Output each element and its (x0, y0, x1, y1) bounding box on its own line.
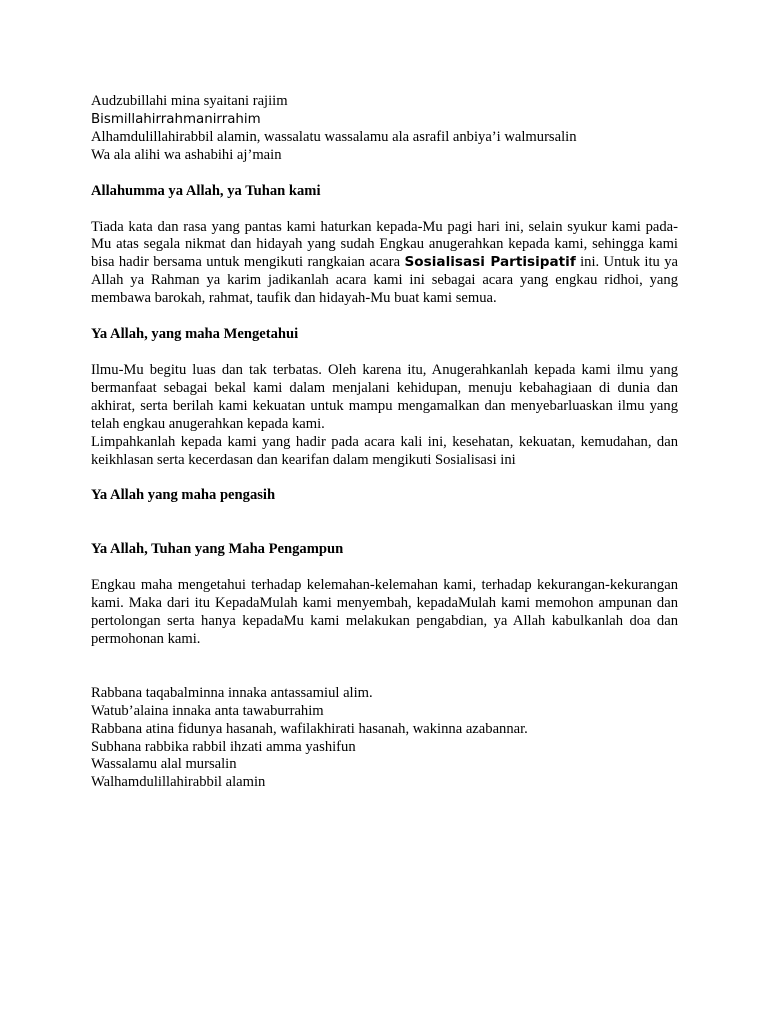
opening-block (91, 93, 678, 165)
closing-line-2: Watub’alaina innaka anta tawaburrahim (91, 702, 324, 719)
section-1-text-b: ini. Untuk itu ya Allah ya Rahman ya karim jadikanlah acara kami ini sebagai acara yang engkau ridhoi, yang membawa barokah, rahmat, taufik dan hidayah-Mu buat kami semua. (91, 254, 678, 307)
opening-line-1: Audzubillahi mina syaitani rajiim (91, 93, 288, 109)
section-1-bold-text: Sosialisasi Partisipatif (404, 254, 576, 271)
closing-line-6: Walhamdulillahirabbil alamin (91, 774, 266, 791)
section-4-heading: Ya Allah, Tuhan yang Maha Pengampun (91, 541, 344, 558)
section-1-text-a: Tiada kata dan rasa yang pantas kami haturkan kepada-Mu pagi hari ini, selain syukur kami pada-Mu atas segala nikmat dan hidayah yang sudah Engkau anugerahkan kepada kami, sehingga kami bisa hadir bersama untuk mengikuti rangkaian acara (91, 218, 678, 271)
section-2-heading: Ya Allah, yang maha Mengetahui (91, 326, 299, 343)
closing-line-4: Subhana rabbika rabbil ihzati amma yashifun (91, 738, 356, 755)
section-2-paragraph-1: Ilmu-Mu begitu luas dan tak terbatas. Oleh karena itu, Anugerahkanlah kepada kami ilmu yang bermanfaat sebagai bekal kami dalam menjalani kehidupan, menuju kebahagiaan di dunia dan akhirat, serta berilah kami kekuatan untuk mampu mengamalkan dan menyebarluaskan ilmu yang telah engkau anugerahkan kepada kami. (91, 361, 678, 432)
closing-line-5: Wassalamu alal mursalin (91, 756, 237, 773)
section-2-paragraph-2: Limpahkanlah kepada kami yang hadir pada acara kali ini, kesehatan, kekuatan, kemudahan, dan keikhlasan serta kecerdasan dan kearifan dalam mengikuti Sosialisasi ini (91, 433, 678, 468)
document-page (91, 93, 678, 792)
section-1-heading: Allahumma ya Allah, ya Tuhan kami (91, 182, 321, 199)
opening-line-4: Wa ala alihi wa ashabihi aj’main (91, 146, 282, 163)
opening-line-2: Bismillahirrahmanirrahim (91, 111, 261, 127)
opening-line-3: Alhamdulillahirabbil alamin, wassalatu wassalamu ala asrafil anbiya’i walmursalin (91, 128, 577, 145)
section-4-paragraph: Engkau maha mengetahui terhadap kelemahan-kelemahan kami, terhadap kekurangan-kekurangan kami. Maka dari itu KepadaMulah kami menyembah, kepadaMulah kami memohon ampunan dan pertolongan serta hanya kepadaMu kami melakukan pengabdian, ya Allah kabulkanlah doa dan permohonan kami. (91, 577, 678, 647)
section-3-heading: Ya Allah yang maha pengasih (91, 487, 276, 504)
closing-block (91, 685, 678, 792)
closing-line-1: Rabbana taqabalminna innaka antassamiul alim. (91, 684, 373, 701)
section-1-paragraph (91, 219, 678, 309)
closing-line-3: Rabbana atina fidunya hasanah, wafilakhirati hasanah, wakinna azabannar. (91, 720, 528, 737)
